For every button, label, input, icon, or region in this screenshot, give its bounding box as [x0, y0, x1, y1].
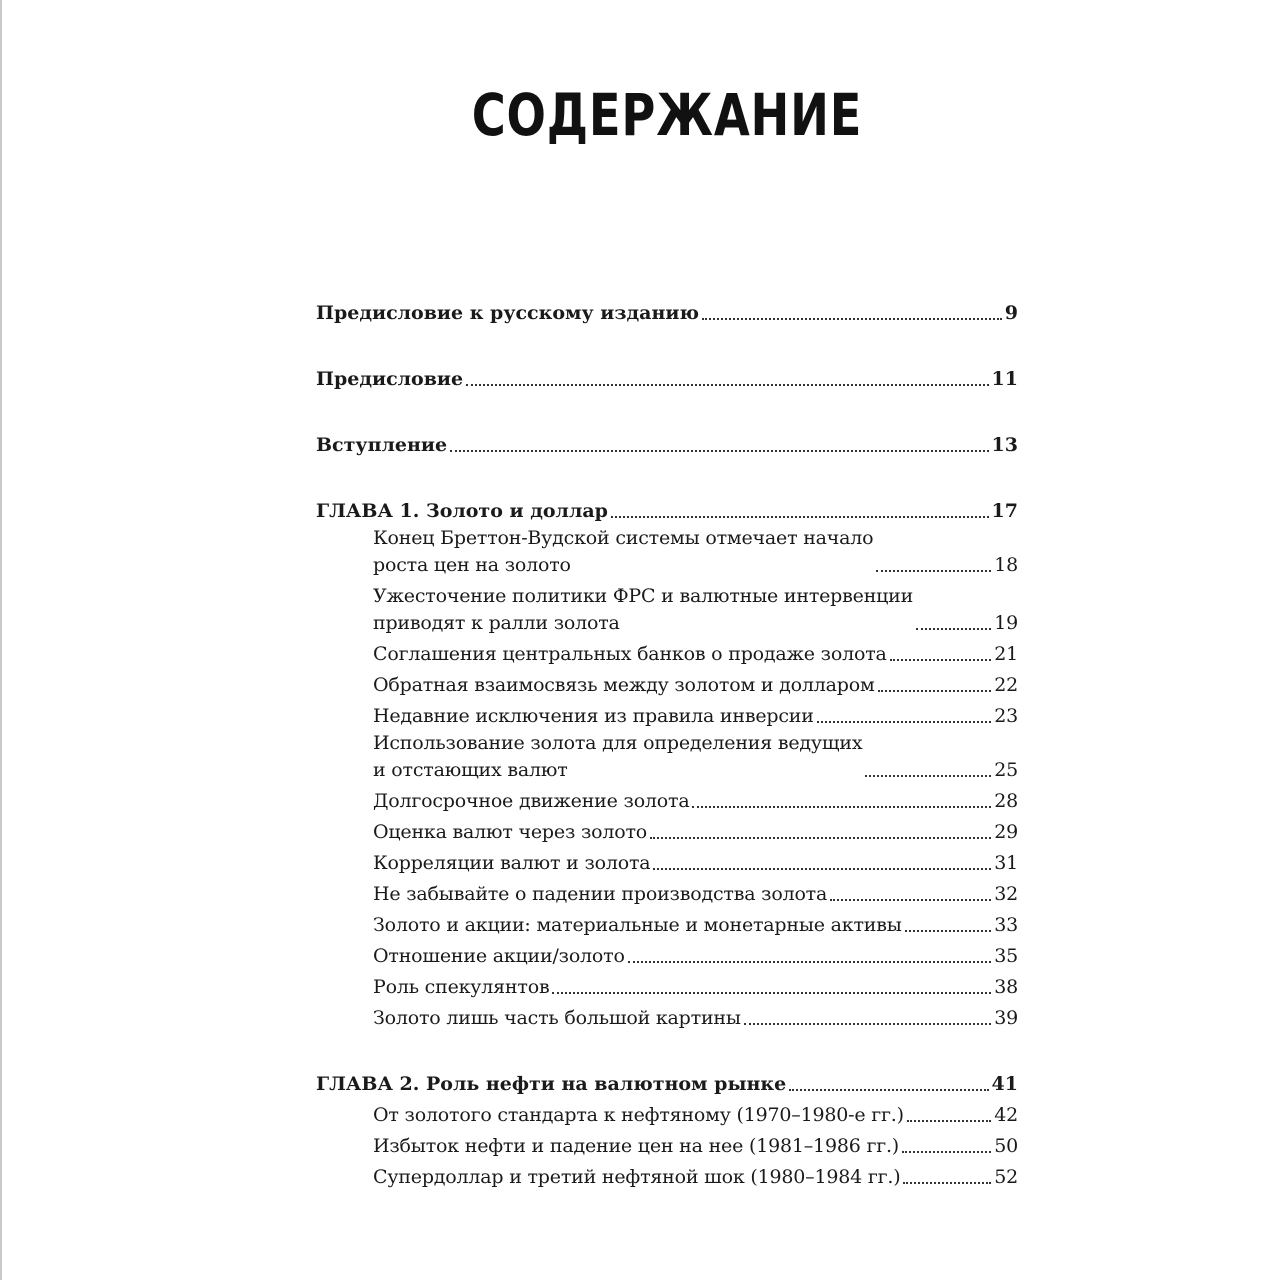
toc-entry-page: 38 [994, 976, 1018, 998]
toc-entry-page: 32 [994, 883, 1018, 905]
toc-entry-intro[interactable] [316, 432, 1018, 459]
toc-subentry[interactable] [316, 912, 1018, 939]
toc-subentry[interactable] [316, 974, 1018, 1001]
toc-entry-label: Предисловие к русскому изданию [316, 302, 699, 324]
page-edge [0, 0, 2, 1280]
toc-entry-page: 9 [1004, 302, 1018, 324]
toc-entry-label: Соглашения центральных банков о продаже золота [373, 643, 887, 665]
dot-leader [628, 961, 991, 963]
toc-subentry[interactable] [316, 672, 1018, 699]
toc-entry-page: 41 [991, 1073, 1018, 1095]
dot-leader [916, 628, 991, 630]
toc-entry-page: 23 [994, 705, 1018, 727]
dot-leader [552, 992, 991, 994]
dot-leader [817, 721, 992, 723]
toc-entry-page: 19 [994, 612, 1018, 634]
toc-entry-label: От золотого стандарта к нефтяному (1970–1980-е гг.) [373, 1104, 904, 1126]
toc-entry-page: 39 [994, 1007, 1018, 1029]
dot-leader [789, 1089, 988, 1091]
toc-subentry[interactable] [316, 1102, 1018, 1129]
toc-entry-page: 28 [994, 790, 1018, 812]
toc-subentry[interactable] [316, 730, 1018, 784]
toc-entry-label: Золото лишь часть большой картины [373, 1007, 741, 1029]
toc-entry-page: 13 [991, 434, 1018, 456]
dot-leader [650, 837, 991, 839]
toc-entry-label: Использование золота для определения ведущих и отстающих валют [373, 732, 863, 781]
toc-entry-label: Вступление [316, 434, 448, 456]
toc-subentry[interactable] [316, 788, 1018, 815]
dot-leader [876, 570, 991, 572]
dot-leader [878, 690, 992, 692]
dot-leader [907, 1120, 991, 1122]
toc-subentry[interactable] [316, 943, 1018, 970]
toc-entry-label: Обратная взаимосвязь между золотом и долларом [373, 674, 875, 696]
toc-chapter-1[interactable] [316, 498, 1018, 525]
dot-leader [744, 1023, 991, 1025]
toc-subentry[interactable] [316, 1005, 1018, 1032]
toc-entry-page: 50 [994, 1135, 1018, 1157]
toc-entry-label: Отношение акции/золото [373, 945, 625, 967]
toc-entry-page: 29 [994, 821, 1018, 843]
toc-entry-page: 52 [994, 1166, 1018, 1188]
toc-entry-page: 17 [991, 500, 1018, 522]
dot-leader [450, 450, 989, 452]
toc-subentry[interactable] [316, 1133, 1018, 1160]
toc-subentry[interactable] [316, 583, 1018, 637]
toc-entry-label: Супердоллар и третий нефтяной шок (1980–1984 гг.) [373, 1166, 901, 1188]
toc-entry-page: 25 [994, 759, 1018, 781]
toc-entry-page: 22 [994, 674, 1018, 696]
page-title: СОДЕРЖАНИЕ [471, 81, 863, 149]
toc-entry-preface-ru[interactable] [316, 300, 1018, 327]
toc-entry-label: Ужесточение политики ФРС и валютные интервенции приводят к ралли золота [373, 585, 914, 634]
toc-entry-page: 11 [991, 368, 1018, 390]
toc-entry-label: Предисловие [316, 368, 464, 390]
toc-entry-label: Долгосрочное движение золота [373, 790, 690, 812]
toc-entry-label: ГЛАВА 2. Роль нефти на валютном рынке [316, 1073, 787, 1095]
dot-leader [466, 384, 988, 386]
toc-entry-page: 21 [994, 643, 1018, 665]
dot-leader [702, 318, 1002, 320]
toc-subentry[interactable] [316, 641, 1018, 668]
dot-leader [890, 659, 992, 661]
dot-leader [692, 806, 991, 808]
toc-subentry[interactable] [316, 850, 1018, 877]
toc-entry-label: Избыток нефти и падение цен на нее (1981–1986 гг.) [373, 1135, 900, 1157]
toc-entry-label: Недавние исключения из правила инверсии [373, 705, 814, 727]
dot-leader [830, 899, 991, 901]
toc-entry-page: 18 [994, 554, 1018, 576]
toc-subentry[interactable] [316, 881, 1018, 908]
toc-entry-label: Корреляции валют и золота [373, 852, 651, 874]
dot-leader [903, 1182, 991, 1184]
toc-entry-label: ГЛАВА 1. Золото и доллар [316, 500, 608, 522]
dot-leader [905, 930, 992, 932]
dot-leader [865, 775, 991, 777]
table-of-contents [316, 300, 1018, 1191]
toc-chapter-2[interactable] [316, 1071, 1018, 1098]
toc-entry-preface[interactable] [316, 366, 1018, 393]
dot-leader [653, 868, 991, 870]
toc-entry-page: 42 [994, 1104, 1018, 1126]
toc-entry-label: Не забывайте о падении производства золота [373, 883, 828, 905]
toc-entry-label: Конец Бреттон-Вудской системы отмечает начало роста цен на золото [373, 527, 874, 576]
dot-leader [902, 1151, 991, 1153]
toc-subentry[interactable] [316, 525, 1018, 579]
toc-subentry[interactable] [316, 1164, 1018, 1191]
toc-entry-page: 33 [994, 914, 1018, 936]
dot-leader [611, 516, 989, 518]
toc-subentry[interactable] [316, 819, 1018, 846]
toc-entry-page: 35 [994, 945, 1018, 967]
toc-entry-label: Роль спекулянтов [373, 976, 550, 998]
toc-entry-label: Оценка валют через золото [373, 821, 648, 843]
toc-subentry[interactable] [316, 703, 1018, 730]
toc-entry-label: Золото и акции: материальные и монетарные активы [373, 914, 902, 936]
toc-entry-page: 31 [994, 852, 1018, 874]
